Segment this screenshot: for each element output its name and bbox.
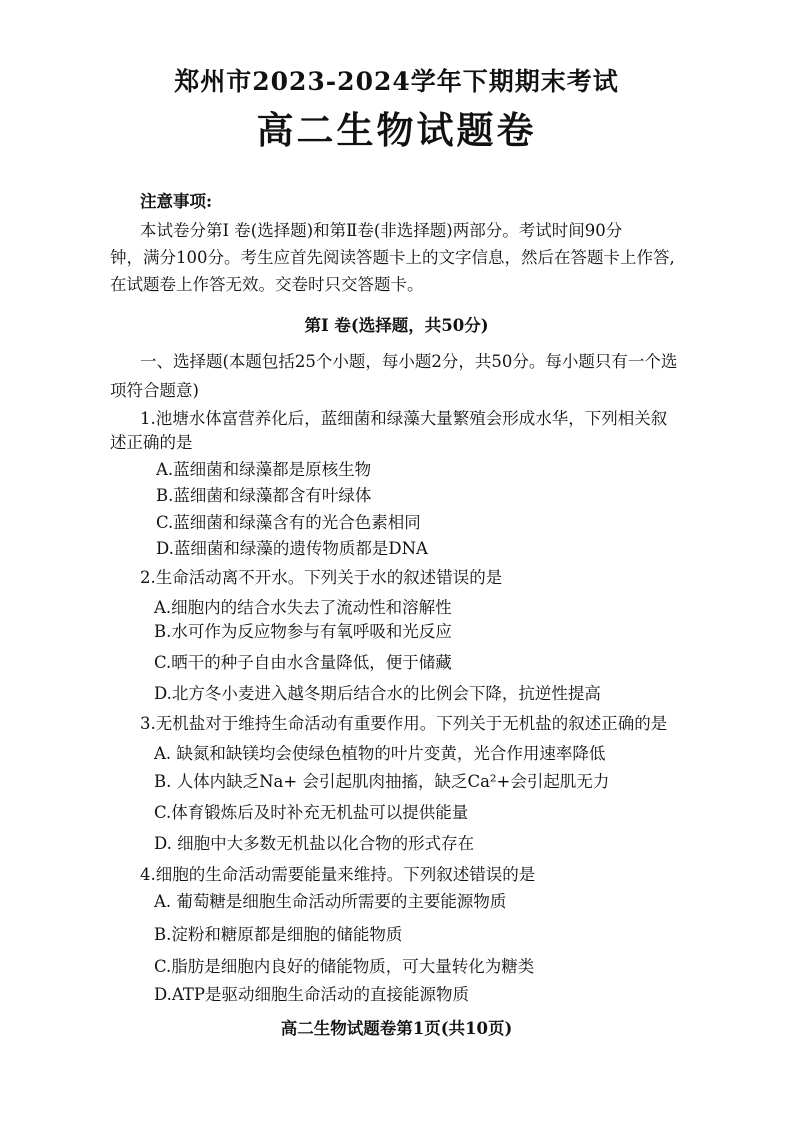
question-option: A.蓝细菌和绿藻都是原核生物 <box>156 460 372 479</box>
question-option: D.北方冬小麦进入越冬期后结合水的比例会下降，抗逆性提高 <box>154 684 601 703</box>
question-stem: 2.生命活动离不开水。下列关于水的叙述错误的是 <box>140 568 503 587</box>
question-option: D. 细胞中大多数无机盐以化合物的形式存在 <box>154 834 475 853</box>
question-option: B.蓝细菌和绿藻都含有叶绿体 <box>156 486 372 505</box>
section-title: 第Ⅰ 卷(选择题，共50分) <box>304 316 489 335</box>
notice-line: 在试题卷上作答无效。交卷时只交答题卡。 <box>110 275 424 294</box>
question-stem: 3.无机盐对于维持生命活动有重要作用。下列关于无机盐的叙述正确的是 <box>140 714 668 733</box>
question-option: C.晒干的种子自由水含量降低，便于储藏 <box>154 653 452 672</box>
question-option: B.水可作为反应物参与有氧呼吸和光反应 <box>154 622 452 641</box>
question-option: A. 葡萄糖是细胞生命活动所需要的主要能源物质 <box>154 892 507 911</box>
exam-title: 郑州市2023-2024学年下期期末考试 <box>174 67 619 96</box>
notice-line: 钟，满分100分。考生应首先阅读答题卡上的文字信息，然后在答题卡上作答, <box>110 248 675 267</box>
question-option: B. 人体内缺乏Na+ 会引起肌肉抽搐，缺乏Ca²+会引起肌无力 <box>154 772 610 791</box>
question-option: B.淀粉和糖原都是细胞的储能物质 <box>154 925 403 944</box>
paper-title: 高二生物试题卷 <box>256 108 537 152</box>
question-option: C.脂肪是细胞内良好的储能物质，可大量转化为糖类 <box>154 957 535 976</box>
question-option: A.细胞内的结合水失去了流动性和溶解性 <box>154 598 452 617</box>
question-option: A. 缺氮和缺镁均会使绿色植物的叶片变黄，光合作用速率降低 <box>154 744 606 763</box>
question-option: D.ATP是驱动细胞生命活动的直接能源物质 <box>154 985 470 1004</box>
page-footer: 高二生物试题卷第1页(共10页) <box>280 1019 513 1038</box>
notice-line: 本试卷分第Ⅰ 卷(选择题)和第Ⅱ卷(非选择题)两部分。考试时间90分 <box>140 221 623 240</box>
question-stem: 4.细胞的生命活动需要能量来维持。下列叙述错误的是 <box>140 865 536 884</box>
question-option: D.蓝细菌和绿藻的遗传物质都是DNA <box>156 539 428 558</box>
question-stem: 1.池塘水体富营养化后，蓝细菌和绿藻大量繁殖会形成水华，下列相关叙 <box>140 409 668 428</box>
question-option: C.蓝细菌和绿藻含有的光合色素相同 <box>156 513 421 532</box>
section-instructions: 项符合题意) <box>110 381 199 400</box>
question-stem: 述正确的是 <box>110 433 193 452</box>
notice-heading: 注意事项: <box>140 192 213 211</box>
question-option: C.体育锻炼后及时补充无机盐可以提供能量 <box>154 803 469 822</box>
section-instructions: 一、选择题(本题包括25个小题，每小题2分，共50分。每小题只有一个选 <box>140 352 678 371</box>
